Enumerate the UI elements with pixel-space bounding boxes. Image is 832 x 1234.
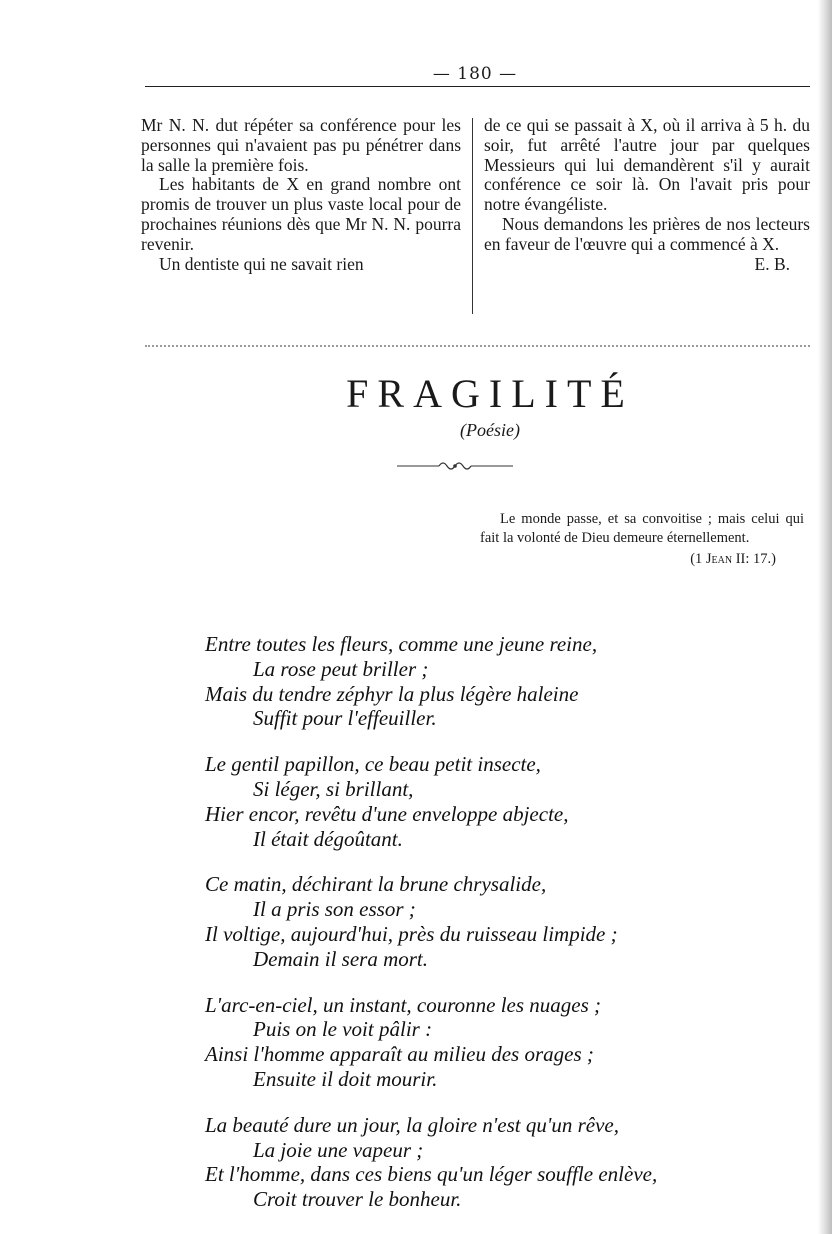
right-column: [484, 116, 810, 274]
poem-body: [205, 632, 805, 1233]
verse-line: Ce matin, déchirant la brune chrysalide,: [205, 872, 547, 897]
stanza: [205, 993, 805, 1092]
verse-line: Demain il sera mort.: [253, 946, 428, 971]
header-rule: [145, 86, 810, 87]
ornament-flourish-icon: [395, 456, 515, 476]
stanza: [205, 872, 805, 971]
verse-line: Croit trouver le bonheur.: [253, 1187, 462, 1212]
verse-line: L'arc-en-ciel, un instant, couronne les nuages ;: [205, 992, 602, 1017]
page-edge-shadow: [818, 0, 832, 1234]
epigraph-reference: (1 Jean II: 17.): [690, 551, 776, 567]
verse-line: La beauté dure un jour, la gloire n'est qu'un rêve,: [205, 1112, 619, 1137]
paragraph: Nous demandons les prières de nos lecteurs en faveur de l'œuvre qui a commencé à X.: [484, 213, 810, 254]
epigraph: [480, 510, 804, 569]
verse-line: La rose peut briller ;: [253, 656, 429, 681]
page-number: — 180 —: [432, 64, 518, 84]
verse-line: Il a pris son essor ;: [253, 897, 416, 922]
section-divider: [145, 345, 810, 347]
verse-line: Il était dégoûtant.: [253, 826, 403, 851]
verse-line: Si léger, si brillant,: [253, 776, 414, 801]
verse-line: Entre toutes les fleurs, comme une jeune reine,: [205, 632, 598, 656]
paragraph: de ce qui se passait à X, où il arriva à 5 h. du soir, fut arrêté l'autre jour par quelques Messieurs qui lui demandèrent s'il y aurait conférence ce soir là. On l'avait pris pour notre évangéliste.: [484, 115, 810, 215]
verse-line: Puis on le voit pâlir :: [253, 1017, 433, 1042]
stanza: [205, 632, 805, 731]
verse-line: Il voltige, aujourd'hui, près du ruisseau limpide ;: [205, 921, 618, 946]
poem-subtitle: (Poésie): [460, 420, 520, 440]
paragraph: Les habitants de X en grand nombre ont promis de trouver un plus vaste local pour de prochaines réunions dès que Mr N. N. pourra revenir.: [141, 174, 461, 254]
paragraph: Un dentiste qui ne savait rien: [159, 253, 364, 274]
stanza: [205, 1113, 805, 1212]
stanza: [205, 752, 805, 851]
epigraph-text: Le monde passe, et sa convoitise ; mais celui qui fait la volonté de Dieu demeure éternellement.: [480, 511, 804, 546]
left-column: [141, 116, 461, 274]
verse-line: Le gentil papillon, ce beau petit insecte,: [205, 752, 541, 777]
column-divider: [472, 118, 473, 314]
paragraph: Mr N. N. dut répéter sa conférence pour les personnes qui n'avaient pas pu pénétrer dans la salle la première fois.: [141, 115, 461, 175]
verse-line: Ainsi l'homme apparaît au milieu des orages ;: [205, 1042, 594, 1067]
verse-line: Et l'homme, dans ces biens qu'un léger souffle enlève,: [205, 1162, 658, 1187]
verse-line: Ensuite il doit mourir.: [253, 1066, 438, 1091]
verse-line: Suffit pour l'effeuiller.: [253, 706, 437, 731]
poem-title: FRAGILITÉ: [346, 371, 634, 416]
verse-line: La joie une vapeur ;: [253, 1137, 424, 1162]
verse-line: Hier encor, revêtu d'une enveloppe abjecte,: [205, 801, 569, 826]
signature: E. B.: [754, 253, 790, 274]
verse-line: Mais du tendre zéphyr la plus légère haleine: [205, 681, 579, 706]
